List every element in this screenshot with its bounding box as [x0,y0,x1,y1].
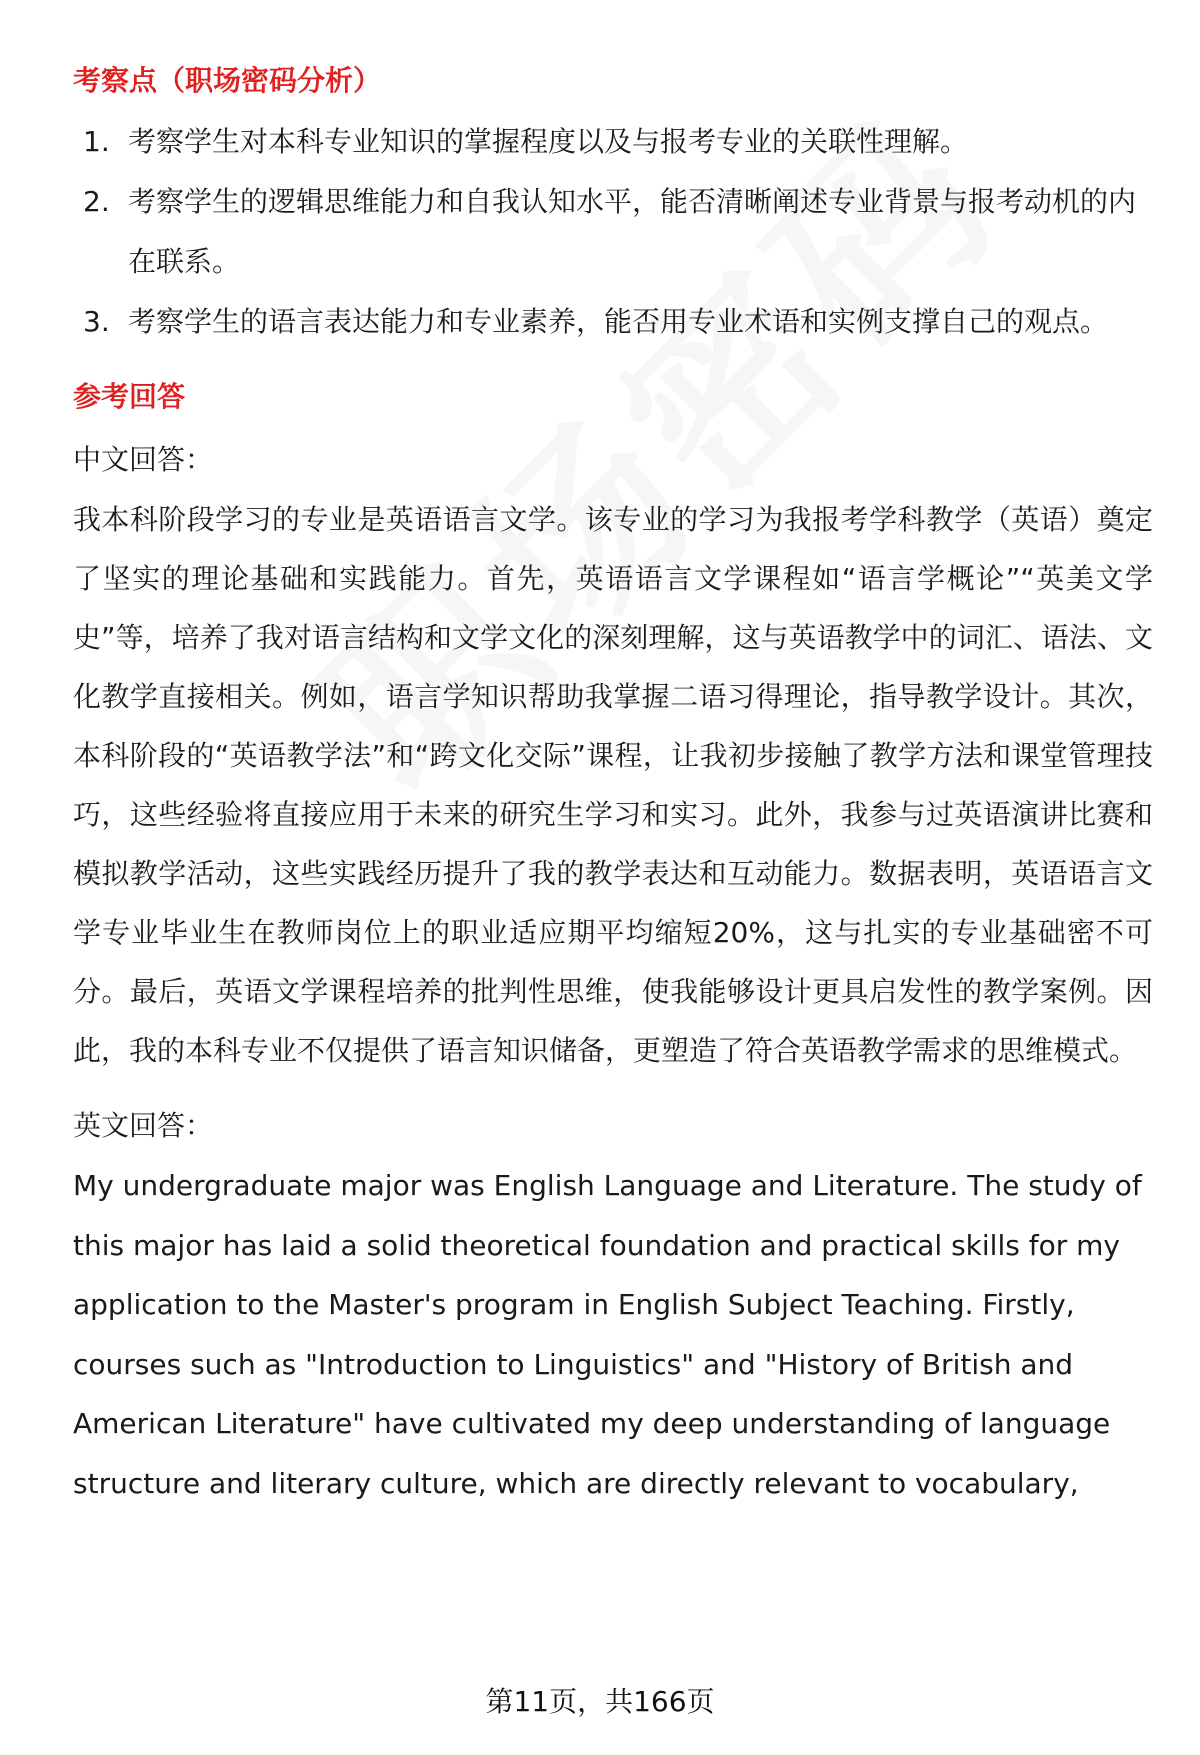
list-item [73,172,1153,292]
page-number: 第11页，共166页 [0,1682,1200,1722]
list-item-text: 考察学生的逻辑思维能力和自我认知水平，能否清晰阐述专业背景与报考动机的内在联系。 [128,185,1137,278]
section-title-points: 考察点（职场密码分析） [73,64,382,97]
content-area [73,56,1153,1513]
list-item [73,112,1153,172]
list-item [73,292,1153,352]
points-list [73,112,1153,352]
chinese-answer-label: 中文回答： [73,443,214,476]
list-item-number: 1. [83,125,110,158]
list-item-text: 考察学生对本科专业知识的掌握程度以及与报考专业的关联性理解。 [128,125,969,158]
english-answer-label: 英文回答： [73,1109,214,1142]
list-item-number: 3. [83,305,110,338]
list-item-text: 考察学生的语言表达能力和专业素养，能否用专业术语和实例支撑自己的观点。 [128,305,1109,338]
section-title-answer: 参考回答 [73,380,186,413]
chinese-answer-paragraph: 我本科阶段学习的专业是英语语言文学。该专业的学习为我报考学科教学（英语）奠定了坚实的理论基础和实践能力。首先，英语语言文学课程如“语言学概论”“英美文学史”等，培养了我对语言结构和文学文化的深刻理解，这与英语教学中的词汇、语法、文化教学直接相关。例如，语言学知识帮助我掌握二语习得理论，指导教学设计。其次，本科阶段的“英语教学法”和“跨文化交际”课程，让我初步接触了教学方法和课堂管理技巧，这些经验将直接应用于未来的研究生学习和实习。此外，我参与过英语演讲比赛和模拟教学活动，这些实践经历提升了我的教学表达和互动能力。数据表明，英语语言文学专业毕业生在教师岗位上的职业适应期平均缩短20%，这与扎实的专业基础密不可分。最后，英语文学课程培养的批判性思维，使我能够设计更具启发性的教学案例。因此，我的本科专业不仅提供了语言知识储备，更塑造了符合英语教学需求的思维模式。 [73,503,1153,1067]
english-answer-paragraph: My undergraduate major was English Language and Literature. The study of this major has laid a solid theoretical foundation and practical skills for my application to the Master's program in English Subject Teaching. Firstly, courses such as "Introduction to Linguistics" and "History of British and American Literature" have cultivated my deep understanding of language structure and literary culture, which are directly relevant to vocabulary, [73,1169,1142,1500]
list-item-number: 2. [83,185,110,218]
